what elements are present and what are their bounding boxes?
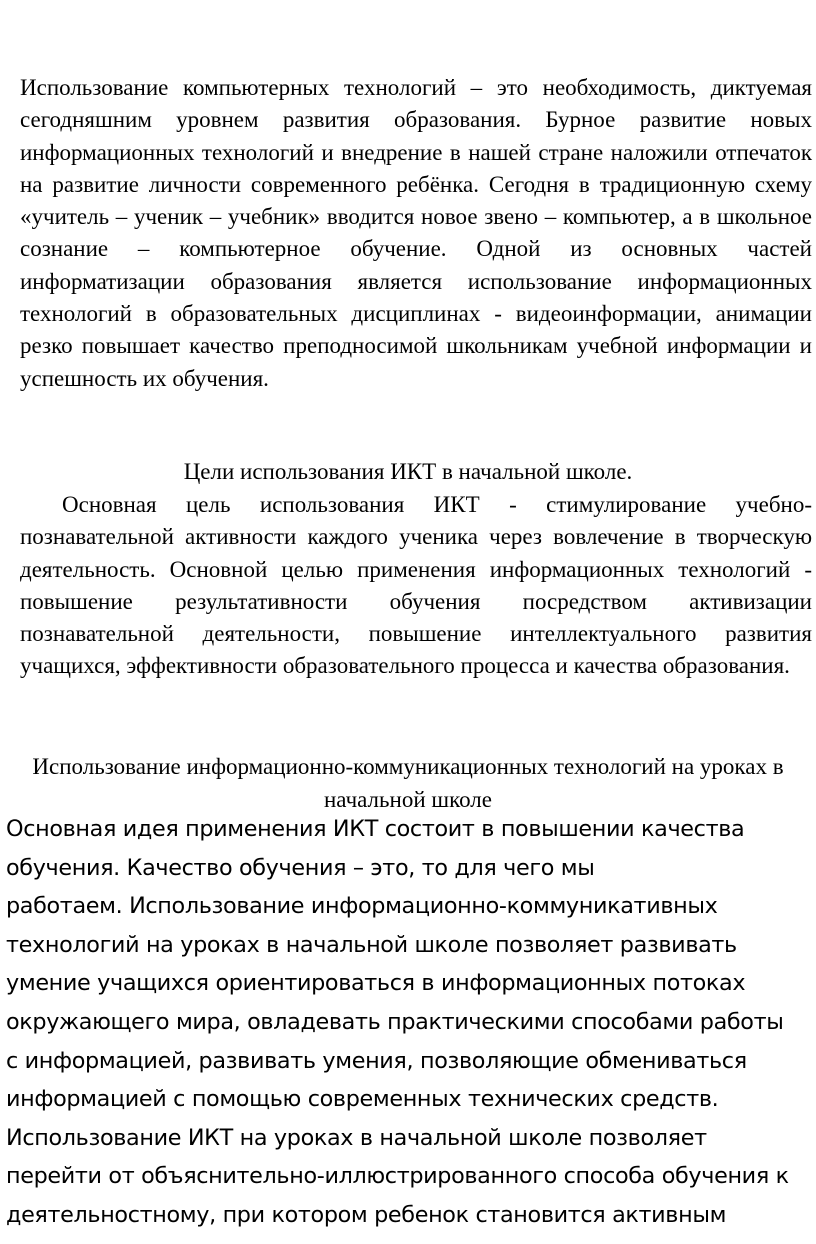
text-line: окружающего мира, овладевать практическими способами работы — [6, 1008, 784, 1035]
text-line: информацией с помощью современных технических средств. — [6, 1086, 719, 1113]
paragraph-goals: Основная цель использования ИКТ - стимулирование учебно-познавательной активности каждого ученика через вовлечение в творческую деятельность. Основной целью применения информационных технологий - повышение результативности обучения посредством активизации познавательной деятельности, повышение интеллектуального развития учащихся, эффективности образовательного процесса и качества образования. — [20, 492, 812, 679]
text-line: умение учащихся ориентироваться в информационных потоках — [6, 970, 746, 997]
paragraph-main-idea — [6, 810, 812, 1235]
text-line: работаем. Использование информационно-коммуникативных — [6, 893, 718, 920]
text-line: обучения. Качество обучения – это, то для чего мы — [6, 854, 595, 881]
text-line: перейти от объяснительно-иллюстрированного способа обучения к — [6, 1163, 789, 1190]
heading-ict-usage: Использование информационно-коммуникационных технологий на уроках в начальной школе — [32, 754, 784, 812]
heading-goals: Цели использования ИКТ в начальной школе. — [183, 459, 633, 484]
text-line: с информацией, развивать умения, позволяющие обмениваться — [6, 1047, 747, 1074]
text-line: технологий на уроках в начальной школе позволяет развивать — [6, 931, 737, 958]
text-line: Использование ИКТ на уроках в начальной школе позволяет — [6, 1124, 707, 1151]
paragraph-intro: Использование компьютерных технологий – это необходимость, диктуемая сегодняшним уровнем развития образования. Бурное развитие новых информационных технологий и внедрение в нашей стране наложили отпечаток на развитие личности современного ребёнка. Сегодня в традиционную схему «учитель – ученик – учебник» вводится новое звено – компьютер, а в школьное сознание – компьютерное обучение. Одной из основных частей информатизации образования является использование информационных технологий в образовательных дисциплинах - видеоинформации, анимации резко повышает качество преподносимой школьникам учебной информации и успешность их обучения. — [20, 75, 812, 391]
text-line: Основная идея применения ИКТ состоит в повышении качества — [6, 816, 745, 842]
text-line: деятельностному, при котором ребенок становится активным — [6, 1201, 727, 1228]
